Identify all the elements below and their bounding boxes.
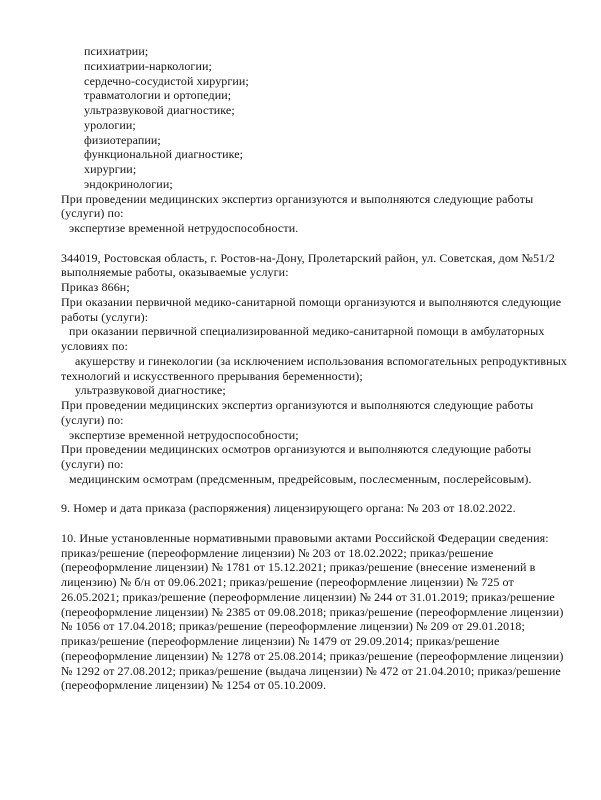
document-line: ультразвуковой диагностике; <box>84 103 235 117</box>
document-line: при оказании первичной специализированной медико-санитарной помощи в амбулаторных <box>69 324 545 339</box>
document-line: Приказ 866н; <box>61 280 130 294</box>
document-line: работы (услуги): <box>61 309 149 324</box>
document-line: 26.05.2021; приказ/решение (переоформление лицензии) № 244 от 31.01.2019; приказ/решение <box>61 589 555 604</box>
document-line: (услуги) по: <box>61 412 124 427</box>
document-line: (переоформление лицензии) № 1278 от 25.08.2014; приказ/решение (переоформление лицензии) <box>61 648 564 663</box>
document-text-block <box>61 44 567 693</box>
document-line: приказ/решение (переоформление лицензии) № 1479 от 29.09.2014; приказ/решение <box>61 634 500 648</box>
document-line: выполняемые работы, оказываемые услуги: <box>61 265 289 280</box>
document-line: условиях по: <box>61 339 128 353</box>
document-line: физиотерапии; <box>84 132 161 147</box>
document-line: психиатрии; <box>84 44 149 58</box>
document-line: акушерству и гинекологии (за исключением использования вспомогательных репродуктивных <box>75 353 567 368</box>
document-line: 344019, Ростовская область, г. Ростов-на-Дону, Пролетарский район, ул. Советская, дом №51/2 <box>61 250 555 265</box>
document-line: При проведении медицинских экспертиз организуются и выполняются следующие работы <box>61 191 534 206</box>
document-line: хирургии; <box>84 162 137 176</box>
document-line: экспертизе временной нетрудоспособности; <box>69 427 299 442</box>
document-line: эндокринологии; <box>84 176 173 191</box>
document-line: 10. Иные установленные нормативными правовыми актами Российской Федерации сведения: <box>61 530 549 545</box>
document-line: При оказании первичной медико-санитарной помощи организуются и выполняются следующие <box>61 294 562 309</box>
document-line <box>61 487 551 502</box>
document-line: (переоформление лицензии) № 1254 от 05.10.2009. <box>61 678 327 693</box>
document-line: При проведении медицинских экспертиз организуются и выполняются следующие работы <box>61 398 534 412</box>
document-line: приказ/решение (переоформление лицензии) № 203 от 18.02.2022; приказ/решение <box>61 545 494 560</box>
document-line: (переоформление лицензии) № 2385 от 09.08.2018; приказ/решение (переоформление лицензии) <box>61 604 564 619</box>
document-line: урологии; <box>84 117 136 132</box>
document-line <box>61 236 551 251</box>
document-line: 9. Номер и дата приказа (распоряжения) лицензирующего органа: № 203 от 18.02.2022. <box>61 501 516 516</box>
document-line: травматологии и ортопедии; <box>84 88 232 103</box>
document-line: (переоформление лицензии) № 1781 от 15.12.2021; приказ/решение (внесение изменений в <box>61 560 536 575</box>
document-line: (услуги) по: <box>61 457 124 471</box>
document-line: медицинским осмотрам (предсменным, предрейсовым, послесменным, послерейсовым). <box>69 471 532 486</box>
document-line: экспертизе временной нетрудоспособности. <box>69 221 299 235</box>
document-line: № 1056 от 17.04.2018; приказ/решение (переоформление лицензии) № 209 от 29.01.2018; <box>61 619 525 634</box>
document-line: (услуги) по: <box>61 206 124 221</box>
document-line: При проведении медицинских осмотров организуются и выполняются следующие работы <box>61 442 532 457</box>
document-line <box>61 516 551 531</box>
document-line: лицензию) № б/н от 09.06.2021; приказ/решение (переоформление лицензии) № 725 от <box>61 575 514 589</box>
document-line: ультразвуковой диагностике; <box>75 383 226 398</box>
document-line: сердечно-сосудистой хирургии; <box>84 73 249 88</box>
document-line: функциональной диагностике; <box>84 147 244 162</box>
document-line: психиатрии-наркологии; <box>84 58 212 73</box>
document-line: № 1292 от 27.08.2012; приказ/решение (выдача лицензии) № 472 от 21.04.2010; приказ/решение <box>61 663 561 678</box>
document-line: технологий и искусственного прерывания беременности); <box>61 368 363 383</box>
